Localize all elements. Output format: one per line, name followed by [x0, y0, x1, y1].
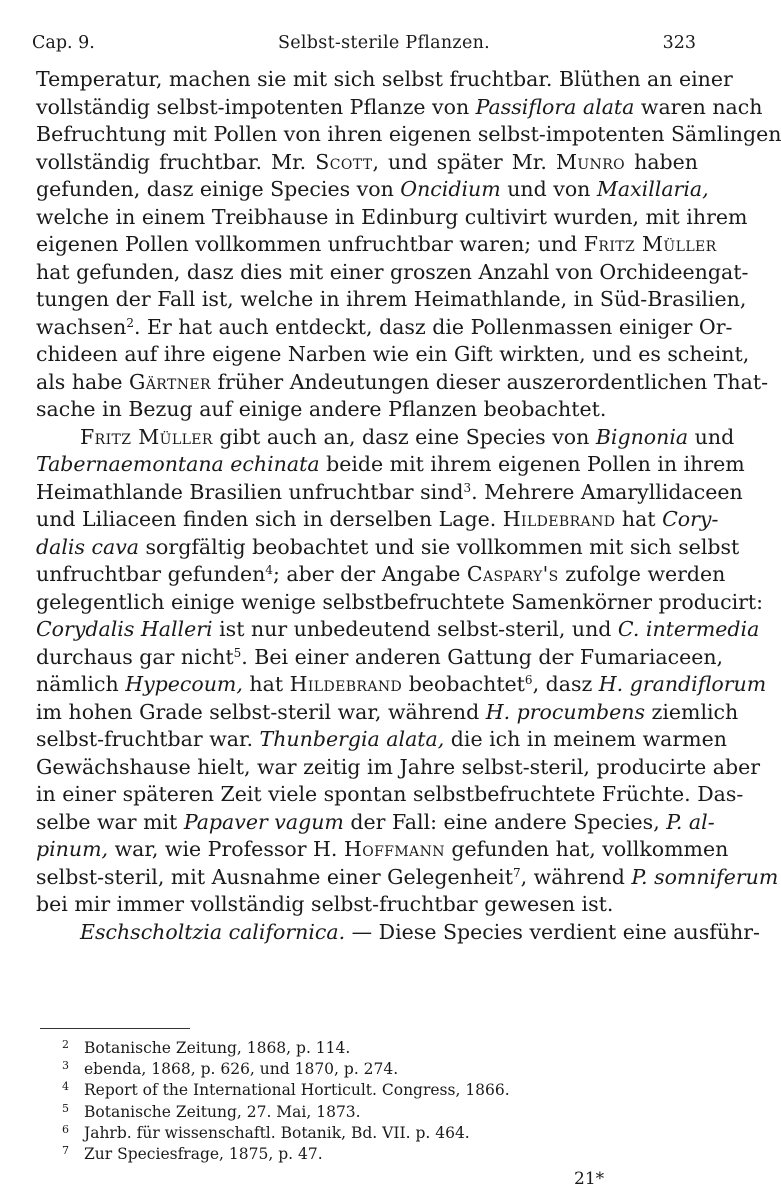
footnote-ref: 5: [233, 645, 242, 660]
text-line: Tabernaemontana echinata beide mit ihrem eigenen Pollen in ihrem: [36, 452, 745, 476]
text-line: selbst-fruchtbar war. Thunbergia alata, die ich in meinem warmen: [36, 727, 727, 751]
running-title: Selbst-sterile Pflanzen.: [277, 33, 491, 53]
page-number: 323: [662, 33, 696, 53]
text-line: gelegentlich einige wenige selbstbefruchtete Samenkörner producirt:: [36, 589, 764, 614]
text-line: Heimathlande Brasilien unfruchtbar sind$^3$. Mehrere Amaryllidaceen: [36, 479, 743, 504]
body-text: [36, 66, 781, 946]
text-line: sache in Bezug auf einige andere Pflanzen beobachtet.: [36, 397, 607, 421]
text-line: in einer späteren Zeit viele spontan selbstbefruchtete Früchte. Das-: [36, 782, 744, 806]
text-line: hat gefunden, dasz dies mit einer groszen Anzahl von Orchideengat-: [36, 259, 749, 284]
text-line: Eschscholtzia californica. — Diese Species verdient eine ausführ-: [80, 919, 760, 944]
footnote-ref: 6: [524, 673, 533, 687]
text-line: dalis cava sorgfältig beobachtet und sie vollkommen mit sich selbst: [36, 534, 740, 559]
text-line: selbe war mit Papaver vagum der Fall: eine andere Species, P. al-: [36, 809, 715, 834]
text-line: als habe Gärtner früher Andeutungen dieser auszerordentlichen That-: [36, 369, 768, 394]
text-line: pinum, war, wie Professor H. Hoffmann gefunden hat, vollkommen: [36, 837, 729, 861]
footnote-text: ebenda, 1868, p. 626, und 1870, p. 274.: [84, 1060, 399, 1079]
text-line: eigenen Pollen vollkommen unfruchtbar waren; und Fritz Müller: [36, 232, 717, 256]
text-line: vollständig selbst-impotenten Pflanze von Passiflora alata waren nach: [36, 94, 763, 119]
text-line: durchaus gar nicht$^5$. Bei einer anderen Gattung der Fumariaceen,: [36, 644, 724, 669]
footnote: 2 Botanische Zeitung, 1868, p. 114.: [62, 1038, 351, 1057]
text-line: unfruchtbar gefunden$^4$; aber der Angabe Caspary's zufolge werden: [36, 562, 726, 586]
text-line: im hohen Grade selbst-steril war, während H. procumbens ziemlich: [36, 699, 739, 724]
footnote-ref: 4: [265, 563, 273, 577]
text-line: Gewächshause hielt, war zeitig im Jahre selbst-steril, producirte aber: [36, 754, 761, 779]
footnote: 4 Report of the International Horticult. Congress, 1866.: [62, 1080, 510, 1100]
footnote-text: Botanische Zeitung, 1868, p. 114.: [84, 1039, 351, 1057]
text-line: tungen der Fall ist, welche in ihrem Heimathlande, in Süd-Brasilien,: [36, 287, 747, 311]
footnote-text: Zur Speciesfrage, 1875, p. 47.: [84, 1144, 323, 1163]
footnote-text: Botanische Zeitung, 27. Mai, 1873.: [84, 1102, 361, 1121]
text-line: chideen auf ihre eigene Narben wie ein Gift wirkten, und es scheint,: [36, 342, 750, 366]
footnote-ref: 3: [463, 480, 472, 495]
footnotes: [62, 1038, 662, 1165]
text-line: und Liliaceen finden sich in derselben Lage. Hildebrand hat Cory-: [36, 507, 719, 531]
footnote-text: Report of the International Horticult. Congress, 1866.: [84, 1081, 510, 1100]
text-line: Befruchtung mit Pollen von ihren eigenen selbst-impotenten Sämlingen: [36, 122, 781, 146]
text-line: selbst-steril, mit Ausnahme einer Gelegenheit$^7$, während P. somniferum: [36, 864, 779, 889]
footnote-divider: [40, 1028, 190, 1029]
footnote-ref: 2: [126, 315, 134, 330]
text-line: gefunden, dasz einige Species von Oncidium und von Maxillaria,: [36, 177, 709, 201]
text-line: bei mir immer vollständig selbst-fruchtbar gewesen ist.: [36, 892, 614, 916]
footnote: 3 ebenda, 1868, p. 626, und 1870, p. 274.: [62, 1059, 399, 1079]
footnote-ref: 7: [512, 865, 521, 880]
text-line: wachsen$^2$. Er hat auch entdeckt, dasz die Pollenmassen einiger Or-: [36, 314, 733, 339]
text-line: Corydalis Halleri ist nur unbedeutend selbst-steril, und C. intermedia: [36, 617, 760, 641]
text-line: vollständig fruchtbar. Mr. Scott, und später Mr. Munro haben: [36, 149, 699, 174]
chapter-label: Cap. 9.: [32, 33, 95, 53]
footnote: 6 Jahrb. für wissenschaftl. Botanik, Bd. VII. p. 464.: [62, 1122, 470, 1142]
footnote: 5 Botanische Zeitung, 27. Mai, 1873.: [62, 1101, 361, 1121]
text-line: welche in einem Treibhause in Edinburg cultivirt wurden, mit ihrem: [36, 204, 748, 229]
signature-mark: 21*: [574, 1169, 605, 1189]
text-line: nämlich Hypecoum, hat Hildebrand beobachtet$^6$, dasz H. grandiflorum: [36, 672, 767, 696]
text-line: Temperatur, machen sie mit sich selbst fruchtbar. Blüthen an einer: [36, 67, 733, 91]
footnote-text: Jahrb. für wissenschaftl. Botanik, Bd. VII. p. 464.: [84, 1123, 470, 1142]
running-head: [32, 30, 696, 56]
footnote: 7 Zur Speciesfrage, 1875, p. 47.: [62, 1143, 323, 1163]
text-line: Fritz Müller gibt auch an, dasz eine Species von Bignonia und: [80, 424, 735, 449]
